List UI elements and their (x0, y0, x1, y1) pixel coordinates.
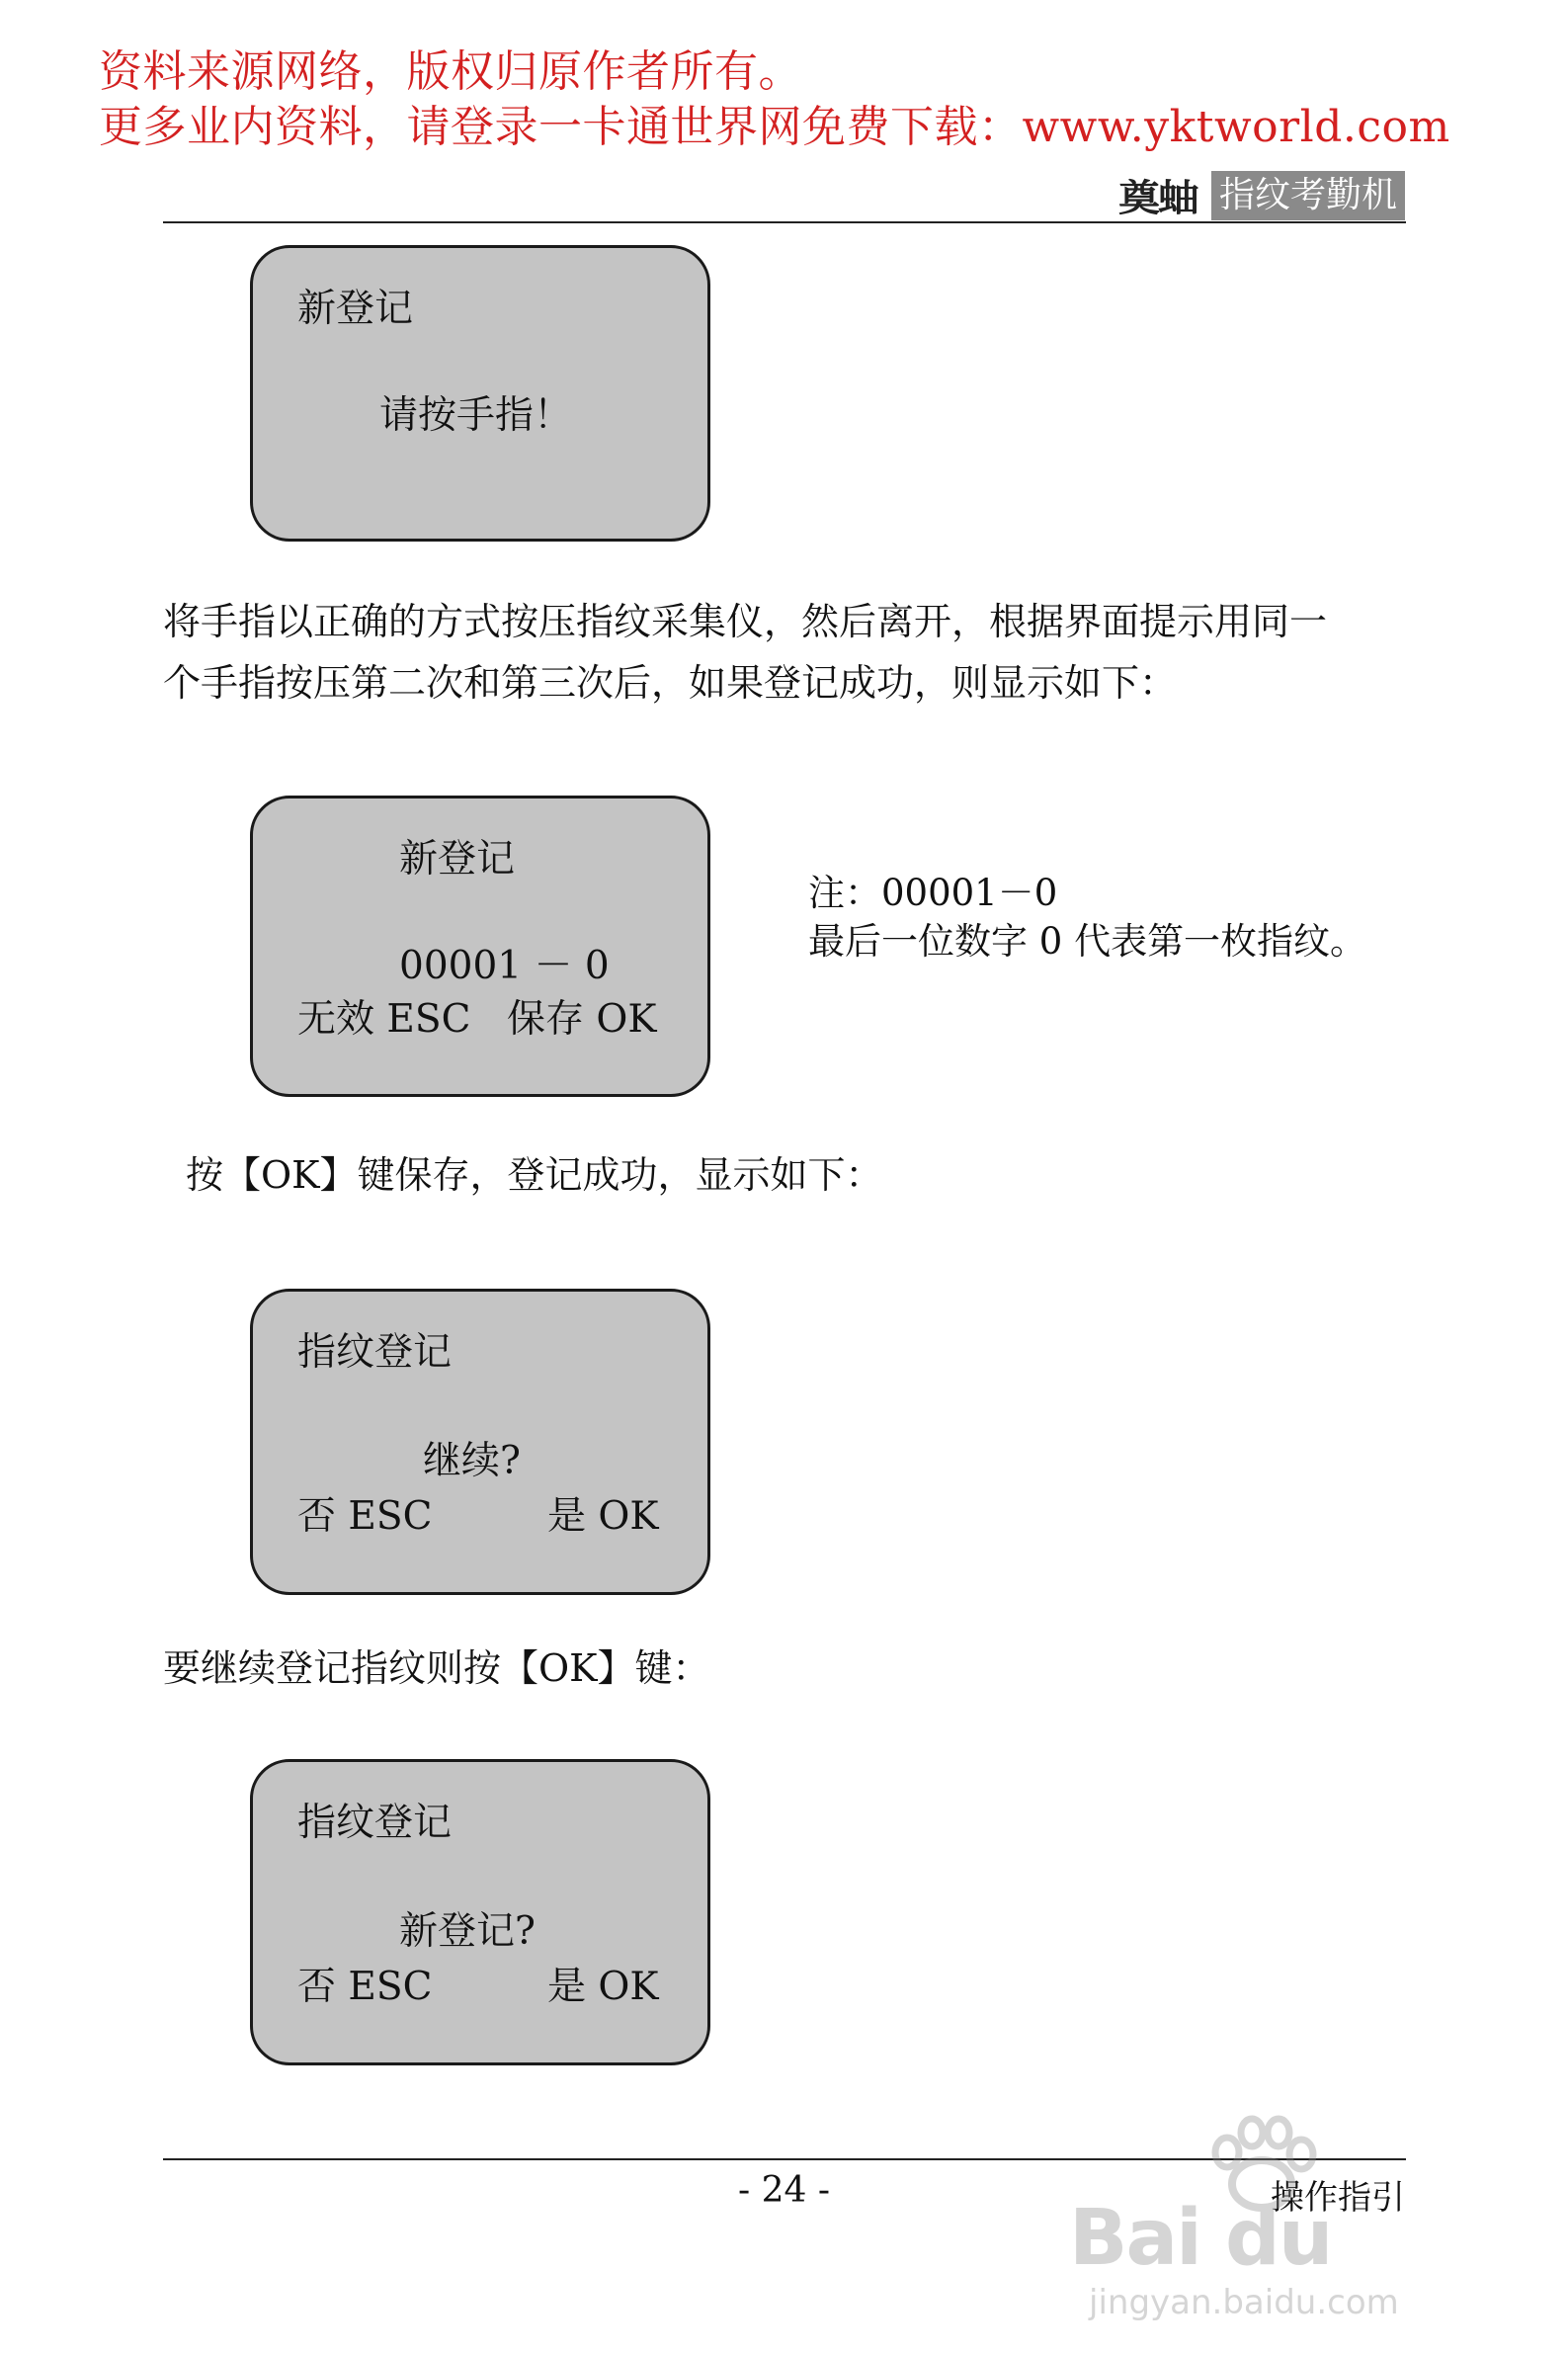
header-brand (1118, 166, 1405, 225)
screen-ok-key-label: 是 OK (547, 1494, 659, 1539)
screen-ok-key-label: 是 OK (547, 1965, 659, 2009)
note-line-1: 注：00001－0 (808, 872, 1058, 914)
screen-message: 请按手指！ (379, 393, 573, 438)
note-line-2: 最后一位数字 0 代表第一枚指纹。 (808, 920, 1367, 963)
lcd-screen-continue (250, 1289, 710, 1595)
screen-esc-key-label: 无效 ESC (297, 997, 471, 1042)
footer-section-label: 操作指引 (1271, 2178, 1405, 2218)
paragraph-1-line-1: 将手指以正确的方式按压指纹采集仪，然后离开，根据界面提示用同一 (163, 600, 1328, 643)
lcd-screen-enroll-result (250, 796, 710, 1097)
screen-user-id: 00001 － 0 (399, 944, 610, 988)
brand-logo: 奠蚰 (1117, 176, 1197, 220)
screen-question: 新登记? (399, 1909, 536, 1954)
screen-title: 指纹登记 (297, 1330, 453, 1375)
header-rule (163, 221, 1406, 223)
product-title: 指纹考勤机 (1211, 171, 1405, 220)
paragraph-1-line-2: 个手指按压第二次和第三次后，如果登记成功，则显示如下： (163, 661, 1178, 705)
page-number: - 24 - (737, 2170, 831, 2211)
baidu-brand: Bai du (1069, 2194, 1332, 2283)
paragraph-2: 按【OK】键保存，登记成功，显示如下： (186, 1153, 883, 1197)
baidu-watermark (1069, 2115, 1464, 2322)
watermark-line-2: 更多业内资料，请登录一卡通世界网免费下载：www.yktworld.com (99, 102, 1450, 152)
screen-title: 指纹登记 (297, 1801, 453, 1845)
baidu-url: jingyan.baidu.com (1089, 2283, 1399, 2322)
screen-question: 继续? (423, 1439, 521, 1483)
screen-title: 新登记 (297, 287, 414, 331)
screen-esc-key-label: 否 ESC (297, 1494, 433, 1539)
screen-title: 新登记 (399, 837, 516, 882)
screen-esc-key-label: 否 ESC (297, 1965, 433, 2009)
paragraph-3: 要继续登记指纹则按【OK】键： (163, 1646, 710, 1690)
watermark-line-1: 资料来源网络，版权归原作者所有。 (99, 46, 802, 97)
screen-ok-key-label: 保存 OK (507, 997, 657, 1042)
lcd-screen-enroll-prompt (250, 245, 710, 542)
lcd-screen-new-enroll (250, 1759, 710, 2065)
